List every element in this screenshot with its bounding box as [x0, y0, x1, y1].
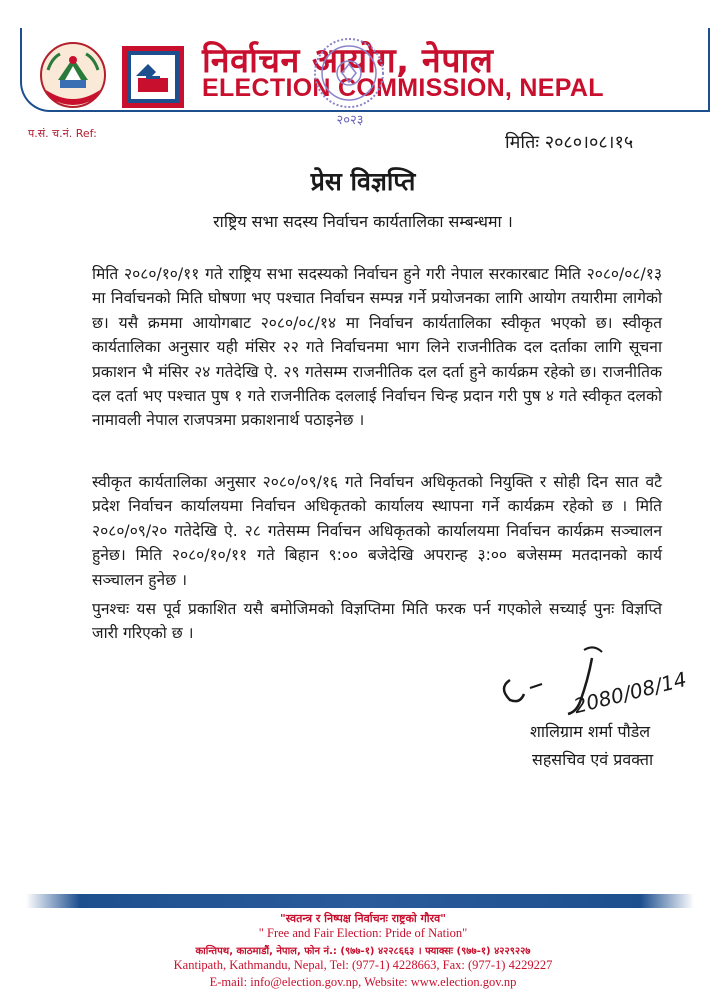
national-emblem-icon: [38, 40, 108, 110]
document-date: मितिः २०८०।०८।१५: [505, 132, 634, 153]
body-paragraph-1: मिति २०८०/१०/११ गते राष्ट्रिय सभा सदस्यको निर्वाचन हुने गरी नेपाल सरकारबाट मिति २०८०/०८/१३ मा निर्वाचनको मिति घोषणा भए पश्चात निर्वाचन सम्पन्न गर्ने प्रयोजनका लागि आयोग तयारीमा लागेको छ। यसै क्रममा आयोगबाट २०८०/०८/१४ मा निर्वाचन कार्यतालिका स्वीकृत भएको छ। स्वीकृत कार्यतालिका अनुसार यही मंसिर २२ गते निर्वाचनमा भाग लिने राजनीतिक दल दर्ताका लागि सूचना प्रकाशन भै मंसिर २४ गतेदेखि ऐ. २९ गतेसम्म राजनीतिक दल दर्ता हुने कार्यक्रम रहेको छ। राजनीतिक दल दर्ता भए पश्चात पुष १ गते राजनीतिक दललाई निर्वाचन चिन्ह प्रदान गरी पुष ४ गते स्वीकृत दलको नामावली नेपाल राजपत्रमा प्रकाशनार्थ पठाइनेछ ।: [92, 265, 662, 430]
title-nepali: निर्वाचन आयोग, नेपाल: [202, 41, 494, 81]
footer-address-nepali: कान्तिपथ, काठमाडौं, नेपाल, फोन नं.: (९७७-१) ४२२८६६३ । फ्याक्सः (९७७-१) ४२२९२२७: [195, 946, 531, 957]
footer-slogan-nepali: "स्वतन्त्र र निष्पक्ष निर्वाचनः राष्ट्रको गौरव": [279, 912, 446, 925]
footer-slogan-english: " Free and Fair Election: Pride of Nation": [258, 926, 468, 940]
election-commission-logo-icon: [122, 46, 184, 108]
body-paragraph-3: पुनश्चः यस पूर्व प्रकाशित यसै बमोजिमको विज्ञप्तिमा मिति फरक पर्न गएकोले सच्याई पुनः विज्ञप्ति जारी गरिएको छ ।: [92, 600, 662, 643]
reference-label: प.सं. च.नं. Ref:: [28, 127, 97, 140]
footer-contact-line: E-mail: info@election.gov.np, Website: www.election.gov.np: [209, 975, 517, 989]
signer-name: शालिग्राम शर्मा पौडेल: [530, 722, 651, 741]
page-title: प्रेस विज्ञप्ति: [310, 167, 416, 196]
body-paragraph-2: स्वीकृत कार्यतालिका अनुसार २०८०/०९/१६ गते निर्वाचन अधिकृतको नियुक्ति र सोही दिन सात वटै प्रदेश निर्वाचन कार्यालयमा निर्वाचन अधिकृतको कार्यालय स्थापना गर्ने कार्यक्रम रहेको छ । मिति २०८०/०९/२० गतेदेखि ऐ. २८ गतेसम्म निर्वाचन अधिकृतको कार्यालयमा निर्वाचन कार्यक्रम सञ्चालन हुनेछ। मिति २०८०/१०/११ गते बिहान ९:०० बजेदेखि अपरान्ह ३:०० बजेसम्म मतदानको कार्य सञ्चालन हुनेछ ।: [92, 473, 662, 589]
footer-address-english: Kantipath, Kathmandu, Nepal, Tel: (977-1) 4228663, Fax: (977-1) 4229227: [173, 958, 553, 972]
seal-year: २०२३: [336, 113, 364, 128]
footer-band: [26, 894, 694, 908]
official-seal-icon: [312, 36, 386, 110]
signer-title: सहसचिव एवं प्रवक्ता: [532, 750, 654, 769]
handwritten-signature-icon: [480, 640, 690, 720]
subject-line: राष्ट्रिय सभा सदस्य निर्वाचन कार्यतालिका सम्बन्धमा ।: [213, 212, 513, 231]
handwritten-date: 2080/08/14: [571, 666, 689, 719]
title-english: ELECTION COMMISSION, NEPAL: [202, 74, 604, 102]
